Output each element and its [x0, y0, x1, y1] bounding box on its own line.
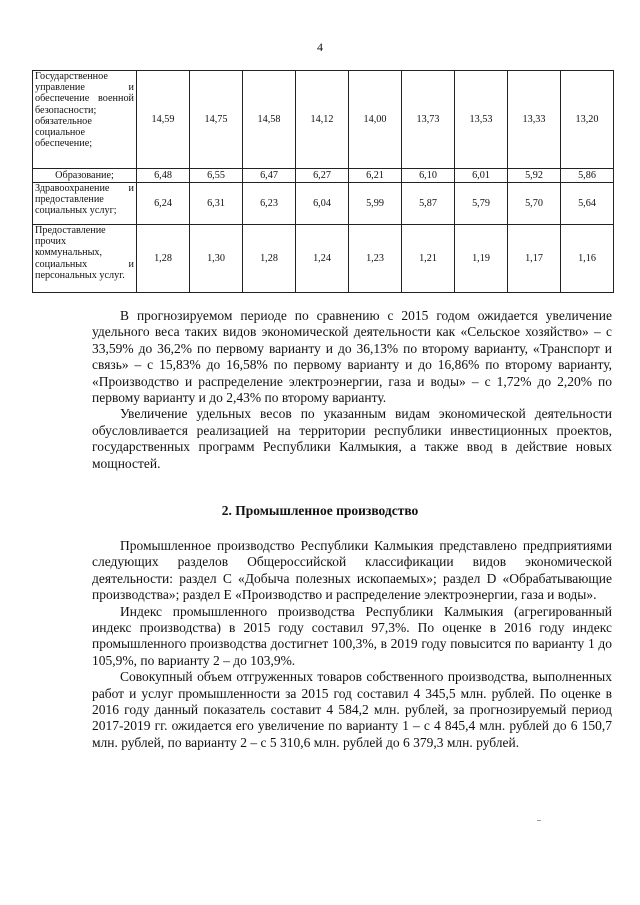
table-cell: 6,24 [137, 183, 190, 225]
label-line: Образование; [55, 169, 114, 181]
label-line: социальных и [35, 258, 134, 270]
paragraph: Промышленное производство Республики Калмыкия представлено предприятиями следующих разделов Общероссийской классификации видов экономической деятельности: раздел С «Добыча полезных ископаемых»; раздел D «Обрабатывающие производства»; раздел Е «Производство и распределение электроэнергии, газа и воды». [92, 538, 612, 603]
section-heading: 2. Промышленное производство [221, 503, 419, 518]
table-cell: 5,70 [508, 183, 561, 225]
paragraphs-bottom [92, 538, 612, 751]
label-line: обеспечение; [35, 138, 93, 150]
table-cell: 6,23 [243, 183, 296, 225]
paragraph: В прогнозируемом периоде по сравнению с 2015 годом ожидается увеличение удельного веса таких видов экономической деятельности как «Сельское хозяйство» – с 33,59% до 36,2% по первому варианту и до 36,13% по второму варианту, «Транспорт и связь» – с 15,83% до 16,58% по первому варианту и до 16,86% по второму варианту, «Производство и распределение электроэнергии, газа и воды» – с 1,72% до 2,20% по первому варианту и до 2,43% по второму варианту. [92, 308, 612, 406]
table-row [33, 183, 614, 225]
table-cell: 6,55 [190, 169, 243, 183]
paragraphs-top [92, 308, 612, 472]
label-line: обязательное [35, 115, 92, 127]
label-line: социальных услуг; [35, 205, 117, 217]
table-cell: 1,28 [137, 225, 190, 293]
label-line: социальное [35, 127, 86, 139]
table-cell: 1,17 [508, 225, 561, 293]
table-cell: 1,19 [455, 225, 508, 293]
table-cell: 6,10 [402, 169, 455, 183]
table-cell: 13,53 [455, 71, 508, 169]
table-cell: 14,12 [296, 71, 349, 169]
table-cell: 13,33 [508, 71, 561, 169]
table-cell: 5,79 [455, 183, 508, 225]
table-cell: 14,59 [137, 71, 190, 169]
table-cell: 1,28 [243, 225, 296, 293]
paragraph: Совокупный объем отгруженных товаров собственного производства, выполненных работ и услуг промышленности за 2015 год составил 4 345,5 млн. рублей. По оценке в 2016 году данный показатель составит 4 584,2 млн. рублей, за прогнозируемый период 2017-2019 гг. ожидается его увеличение по варианту 1 – с 4 845,4 млн. рублей до 6 150,7 млн. рублей, по варианту 2 – с 5 310,6 млн. рублей до 6 379,3 млн. рублей. [92, 669, 612, 750]
table-cell: 6,27 [296, 169, 349, 183]
table-row [33, 71, 614, 169]
page-number: 4 [317, 40, 323, 54]
table-cell: 13,20 [561, 71, 614, 169]
table-cell: 5,86 [561, 169, 614, 183]
table-cell: 13,73 [402, 71, 455, 169]
table-cell: 1,23 [349, 225, 402, 293]
label-line: обеспечение военной [35, 93, 134, 105]
table-row [33, 225, 614, 293]
table-cell: 5,64 [561, 183, 614, 225]
scan-mark [537, 820, 541, 821]
table-cell: 1,21 [402, 225, 455, 293]
label-line: Предоставление [35, 225, 106, 236]
table-cell: 6,01 [455, 169, 508, 183]
table-cell: 6,21 [349, 169, 402, 183]
row-label [33, 169, 137, 183]
paragraph: Увеличение удельных весов по указанным видам экономической деятельности обусловливается реализацией на территории республики инвестиционных проектов, государственных программ Республики Калмыкия, а также ввод в действие новых мощностей. [92, 406, 612, 471]
table-cell: 1,16 [561, 225, 614, 293]
label-line: коммунальных, [35, 247, 103, 259]
label-line: Здравоохранение и [35, 183, 134, 194]
table-cell: 6,31 [190, 183, 243, 225]
table-cell: 6,48 [137, 169, 190, 183]
row-label [33, 71, 137, 169]
label-line: прочих [35, 236, 67, 248]
table-cell: 14,58 [243, 71, 296, 169]
table-cell: 14,00 [349, 71, 402, 169]
table-cell: 5,87 [402, 183, 455, 225]
table-cell: 6,47 [243, 169, 296, 183]
label-line: Государственное [35, 71, 108, 82]
table-cell: 5,92 [508, 169, 561, 183]
label-line: безопасности; [35, 104, 97, 116]
table-cell: 14,75 [190, 71, 243, 169]
label-line: управление и [35, 82, 134, 94]
table-cell: 1,30 [190, 225, 243, 293]
label-line: предоставление [35, 194, 104, 206]
economic-structure-table [32, 70, 614, 293]
table-cell: 6,04 [296, 183, 349, 225]
label-line: персональных услуг. [35, 269, 125, 281]
paragraph: Индекс промышленного производства Республики Калмыкия (агрегированный индекс производства) в 2015 году составил 97,3%. По оценке в 2016 году индекс промышленного производства достигнет 100,3%, в 2019 году повысится по варианту 1 до 105,9%, по варианту 2 – до 103,9%. [92, 603, 612, 668]
row-label [33, 183, 137, 225]
table-cell: 5,99 [349, 183, 402, 225]
row-label [33, 225, 137, 293]
table-row [33, 169, 614, 183]
table-cell: 1,24 [296, 225, 349, 293]
